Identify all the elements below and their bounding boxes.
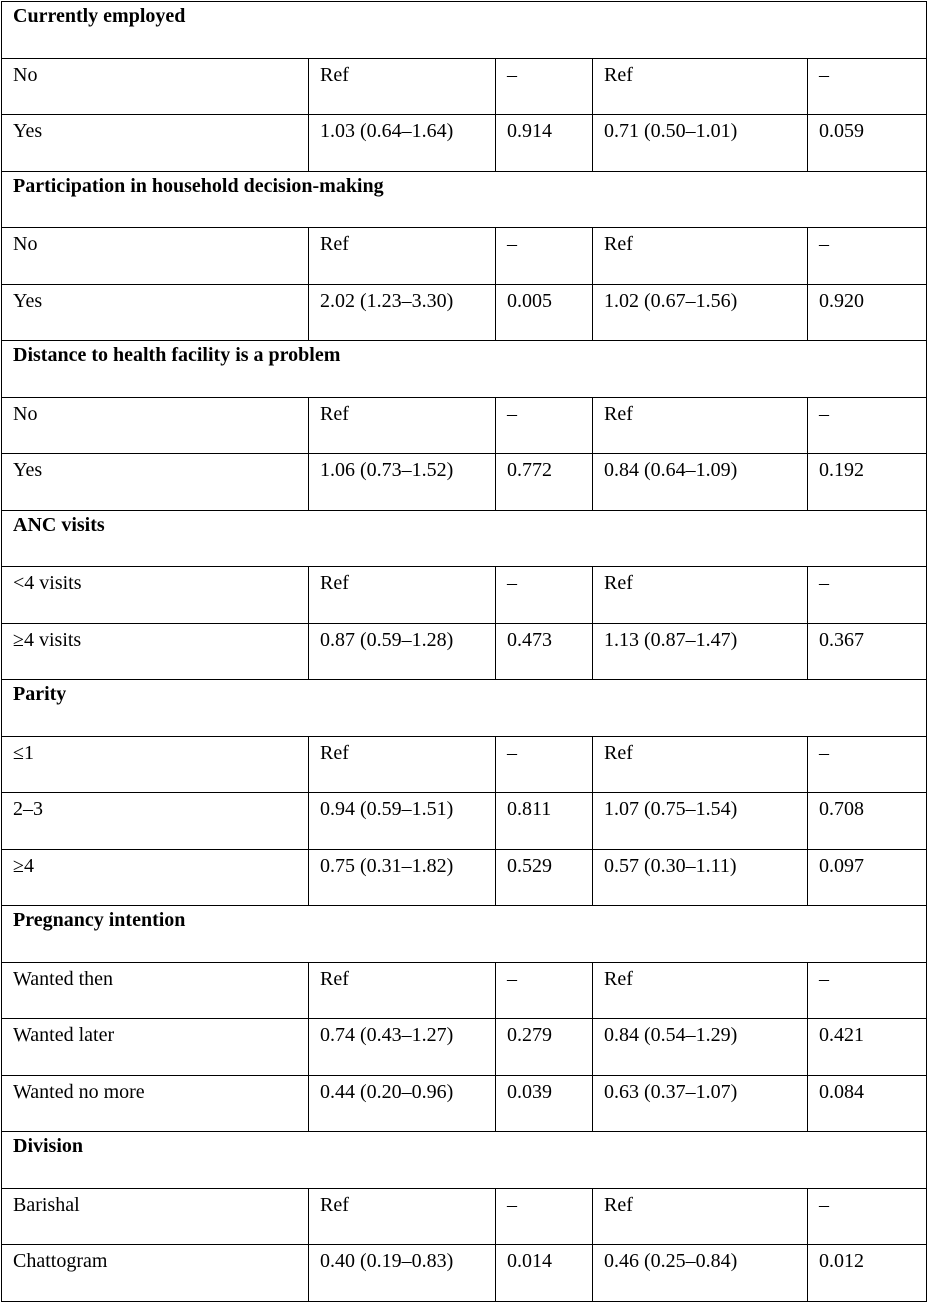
model2-pvalue-cell bbox=[808, 397, 927, 454]
cell-text: ≥4 visits bbox=[13, 628, 82, 651]
row-label-cell bbox=[2, 115, 309, 172]
table-row bbox=[2, 1245, 927, 1302]
section-title: ANC visits bbox=[13, 513, 105, 536]
cell-text: Ref bbox=[604, 1193, 633, 1216]
model1-estimate-cell bbox=[309, 228, 496, 285]
cell-text: 0.039 bbox=[507, 1080, 552, 1103]
cell-text: 0.63 (0.37–1.07) bbox=[604, 1080, 738, 1103]
model1-pvalue-cell bbox=[496, 1019, 593, 1076]
cell-text: Yes bbox=[13, 120, 43, 142]
model1-estimate-cell bbox=[309, 567, 496, 624]
section-title: Division bbox=[13, 1135, 84, 1157]
model1-pvalue-cell bbox=[496, 228, 593, 285]
section-header-row bbox=[2, 171, 927, 228]
section-header-cell bbox=[2, 2, 927, 59]
model2-pvalue-cell bbox=[808, 849, 927, 906]
section-title: Parity bbox=[13, 683, 67, 705]
model2-pvalue-cell bbox=[808, 1019, 927, 1076]
model2-estimate-cell bbox=[593, 567, 808, 624]
model1-pvalue-cell bbox=[496, 454, 593, 511]
cell-text: Wanted no more bbox=[13, 1080, 145, 1103]
row-label-cell bbox=[2, 284, 309, 341]
section-header-cell bbox=[2, 510, 927, 567]
cell-text: ≥4 bbox=[13, 854, 34, 877]
cell-text: 1.13 (0.87–1.47) bbox=[604, 628, 738, 651]
cell-text: Wanted later bbox=[13, 1024, 115, 1046]
model1-pvalue-cell bbox=[496, 736, 593, 793]
cell-text: – bbox=[819, 233, 829, 255]
section-header-row bbox=[2, 510, 927, 567]
model1-pvalue-cell bbox=[496, 849, 593, 906]
cell-text: – bbox=[819, 741, 829, 764]
cell-text: 1.03 (0.64–1.64) bbox=[320, 120, 454, 142]
model2-pvalue-cell bbox=[808, 1188, 927, 1245]
model2-estimate-cell bbox=[593, 397, 808, 454]
model1-estimate-cell bbox=[309, 397, 496, 454]
model1-estimate-cell bbox=[309, 1075, 496, 1132]
cell-text: Ref bbox=[604, 233, 633, 255]
cell-text: 1.07 (0.75–1.54) bbox=[604, 798, 738, 820]
model2-estimate-cell bbox=[593, 962, 808, 1019]
model2-estimate-cell bbox=[593, 115, 808, 172]
model2-estimate-cell bbox=[593, 849, 808, 906]
section-header-row bbox=[2, 2, 927, 59]
model2-estimate-cell bbox=[593, 623, 808, 680]
model2-estimate-cell bbox=[593, 736, 808, 793]
row-label-cell bbox=[2, 454, 309, 511]
section-header-cell bbox=[2, 171, 927, 228]
cell-text: 0.87 (0.59–1.28) bbox=[320, 628, 454, 651]
table-row bbox=[2, 1188, 927, 1245]
model2-estimate-cell bbox=[593, 793, 808, 850]
model1-estimate-cell bbox=[309, 962, 496, 1019]
cell-text: 0.44 (0.20–0.96) bbox=[320, 1080, 454, 1103]
model2-estimate-cell bbox=[593, 1075, 808, 1132]
model2-pvalue-cell bbox=[808, 1075, 927, 1132]
cell-text: 0.014 bbox=[507, 1250, 552, 1272]
table-row bbox=[2, 1019, 927, 1076]
cell-text: Ref bbox=[604, 967, 633, 990]
model2-pvalue-cell bbox=[808, 1245, 927, 1302]
cell-text: <4 visits bbox=[13, 572, 82, 594]
cell-text: – bbox=[819, 572, 829, 594]
model1-pvalue-cell bbox=[496, 793, 593, 850]
table-row bbox=[2, 454, 927, 511]
cell-text: 0.279 bbox=[507, 1024, 552, 1046]
cell-text: – bbox=[819, 402, 829, 425]
cell-text: Yes bbox=[13, 459, 43, 481]
table-body bbox=[2, 2, 927, 1302]
cell-text: 0.192 bbox=[819, 459, 864, 481]
cell-text: Ref bbox=[320, 233, 349, 255]
cell-text: Yes bbox=[13, 289, 43, 312]
model1-estimate-cell bbox=[309, 454, 496, 511]
model1-estimate-cell bbox=[309, 284, 496, 341]
table-row bbox=[2, 793, 927, 850]
table-row bbox=[2, 962, 927, 1019]
cell-text: 0.005 bbox=[507, 289, 552, 312]
cell-text: 0.421 bbox=[819, 1024, 864, 1046]
cell-text: 1.06 (0.73–1.52) bbox=[320, 459, 454, 481]
model2-pvalue-cell bbox=[808, 454, 927, 511]
section-header-row bbox=[2, 906, 927, 963]
table-row bbox=[2, 849, 927, 906]
model1-estimate-cell bbox=[309, 849, 496, 906]
cell-text: – bbox=[819, 63, 829, 86]
cell-text: – bbox=[507, 402, 517, 425]
table-row bbox=[2, 58, 927, 115]
model1-estimate-cell bbox=[309, 736, 496, 793]
model2-pvalue-cell bbox=[808, 623, 927, 680]
table-row bbox=[2, 623, 927, 680]
cell-text: 0.74 (0.43–1.27) bbox=[320, 1024, 454, 1046]
model1-pvalue-cell bbox=[496, 567, 593, 624]
row-label-cell bbox=[2, 793, 309, 850]
row-label-cell bbox=[2, 397, 309, 454]
section-title: Distance to health facility is a problem bbox=[13, 344, 341, 366]
model2-estimate-cell bbox=[593, 454, 808, 511]
cell-text: No bbox=[13, 233, 38, 255]
model1-estimate-cell bbox=[309, 58, 496, 115]
model2-pvalue-cell bbox=[808, 228, 927, 285]
cell-text: Ref bbox=[320, 402, 349, 425]
section-header-cell bbox=[2, 906, 927, 963]
model1-pvalue-cell bbox=[496, 397, 593, 454]
section-title: Participation in household decision-making bbox=[13, 174, 384, 197]
model1-estimate-cell bbox=[309, 115, 496, 172]
cell-text: 0.529 bbox=[507, 854, 552, 877]
cell-text: Ref bbox=[604, 741, 633, 764]
cell-text: 0.46 (0.25–0.84) bbox=[604, 1250, 738, 1272]
cell-text: 0.84 (0.64–1.09) bbox=[604, 459, 738, 481]
cell-text: 0.75 (0.31–1.82) bbox=[320, 854, 454, 877]
row-label-cell bbox=[2, 567, 309, 624]
model1-pvalue-cell bbox=[496, 1075, 593, 1132]
regression-results-table bbox=[1, 1, 927, 1302]
model1-pvalue-cell bbox=[496, 284, 593, 341]
model1-pvalue-cell bbox=[496, 962, 593, 1019]
model1-estimate-cell bbox=[309, 793, 496, 850]
model2-pvalue-cell bbox=[808, 962, 927, 1019]
cell-text: Ref bbox=[320, 1193, 349, 1216]
cell-text: 0.811 bbox=[507, 798, 552, 820]
cell-text: 0.097 bbox=[819, 854, 864, 877]
model1-pvalue-cell bbox=[496, 115, 593, 172]
cell-text: 0.473 bbox=[507, 628, 552, 651]
cell-text: 0.084 bbox=[819, 1080, 864, 1103]
cell-text: 0.71 (0.50–1.01) bbox=[604, 120, 738, 142]
section-header-row bbox=[2, 680, 927, 737]
cell-text: Ref bbox=[320, 572, 349, 594]
cell-text: 0.708 bbox=[819, 798, 864, 820]
row-label-cell bbox=[2, 623, 309, 680]
cell-text: Wanted then bbox=[13, 967, 114, 990]
table-row bbox=[2, 228, 927, 285]
section-header-row bbox=[2, 341, 927, 398]
table-row bbox=[2, 1075, 927, 1132]
model1-pvalue-cell bbox=[496, 1245, 593, 1302]
row-label-cell bbox=[2, 228, 309, 285]
model1-estimate-cell bbox=[309, 623, 496, 680]
cell-text: Chattogram bbox=[13, 1250, 108, 1272]
cell-text: – bbox=[507, 1193, 517, 1216]
cell-text: ≤1 bbox=[13, 741, 34, 764]
model2-pvalue-cell bbox=[808, 567, 927, 624]
cell-text: – bbox=[507, 741, 517, 764]
model2-pvalue-cell bbox=[808, 115, 927, 172]
section-header-row bbox=[2, 1132, 927, 1189]
cell-text: 2–3 bbox=[13, 798, 43, 820]
section-header-cell bbox=[2, 680, 927, 737]
row-label-cell bbox=[2, 1075, 309, 1132]
table-row bbox=[2, 567, 927, 624]
cell-text: 0.94 (0.59–1.51) bbox=[320, 798, 454, 820]
model1-pvalue-cell bbox=[496, 58, 593, 115]
cell-text: Ref bbox=[604, 402, 633, 425]
row-label-cell bbox=[2, 1019, 309, 1076]
model1-estimate-cell bbox=[309, 1019, 496, 1076]
section-header-cell bbox=[2, 341, 927, 398]
cell-text: – bbox=[507, 572, 517, 594]
table-row bbox=[2, 115, 927, 172]
cell-text: 0.40 (0.19–0.83) bbox=[320, 1250, 454, 1272]
cell-text: 0.57 (0.30–1.11) bbox=[604, 854, 737, 877]
table-row bbox=[2, 397, 927, 454]
cell-text: Ref bbox=[320, 967, 349, 990]
cell-text: 1.02 (0.67–1.56) bbox=[604, 289, 738, 312]
cell-text: Ref bbox=[320, 63, 349, 86]
cell-text: 0.367 bbox=[819, 628, 864, 651]
cell-text: 2.02 (1.23–3.30) bbox=[320, 289, 454, 312]
model2-pvalue-cell bbox=[808, 736, 927, 793]
section-title: Currently employed bbox=[13, 5, 186, 27]
row-label-cell bbox=[2, 58, 309, 115]
cell-text: 0.772 bbox=[507, 459, 552, 481]
cell-text: – bbox=[819, 1193, 829, 1216]
cell-text: Ref bbox=[320, 741, 349, 764]
table-row bbox=[2, 736, 927, 793]
cell-text: No bbox=[13, 63, 38, 86]
cell-text: – bbox=[819, 967, 829, 990]
table-row bbox=[2, 284, 927, 341]
cell-text: – bbox=[507, 967, 517, 990]
cell-text: 0.059 bbox=[819, 120, 864, 142]
cell-text: Ref bbox=[604, 572, 633, 594]
row-label-cell bbox=[2, 736, 309, 793]
model2-pvalue-cell bbox=[808, 284, 927, 341]
model2-estimate-cell bbox=[593, 58, 808, 115]
cell-text: – bbox=[507, 63, 517, 86]
model1-pvalue-cell bbox=[496, 1188, 593, 1245]
row-label-cell bbox=[2, 962, 309, 1019]
model2-estimate-cell bbox=[593, 1019, 808, 1076]
cell-text: 0.84 (0.54–1.29) bbox=[604, 1024, 738, 1046]
model1-pvalue-cell bbox=[496, 623, 593, 680]
cell-text: 0.920 bbox=[819, 289, 864, 312]
model2-pvalue-cell bbox=[808, 58, 927, 115]
cell-text: Barishal bbox=[13, 1193, 80, 1216]
model2-estimate-cell bbox=[593, 1245, 808, 1302]
model2-estimate-cell bbox=[593, 1188, 808, 1245]
model2-pvalue-cell bbox=[808, 793, 927, 850]
section-header-cell bbox=[2, 1132, 927, 1189]
model1-estimate-cell bbox=[309, 1245, 496, 1302]
row-label-cell bbox=[2, 1188, 309, 1245]
cell-text: No bbox=[13, 402, 38, 425]
cell-text: Ref bbox=[604, 63, 633, 86]
model2-estimate-cell bbox=[593, 228, 808, 285]
model1-estimate-cell bbox=[309, 1188, 496, 1245]
cell-text: 0.012 bbox=[819, 1250, 864, 1272]
cell-text: 0.914 bbox=[507, 120, 552, 142]
cell-text: – bbox=[507, 233, 517, 255]
row-label-cell bbox=[2, 1245, 309, 1302]
row-label-cell bbox=[2, 849, 309, 906]
model2-estimate-cell bbox=[593, 284, 808, 341]
section-title: Pregnancy intention bbox=[13, 909, 186, 931]
